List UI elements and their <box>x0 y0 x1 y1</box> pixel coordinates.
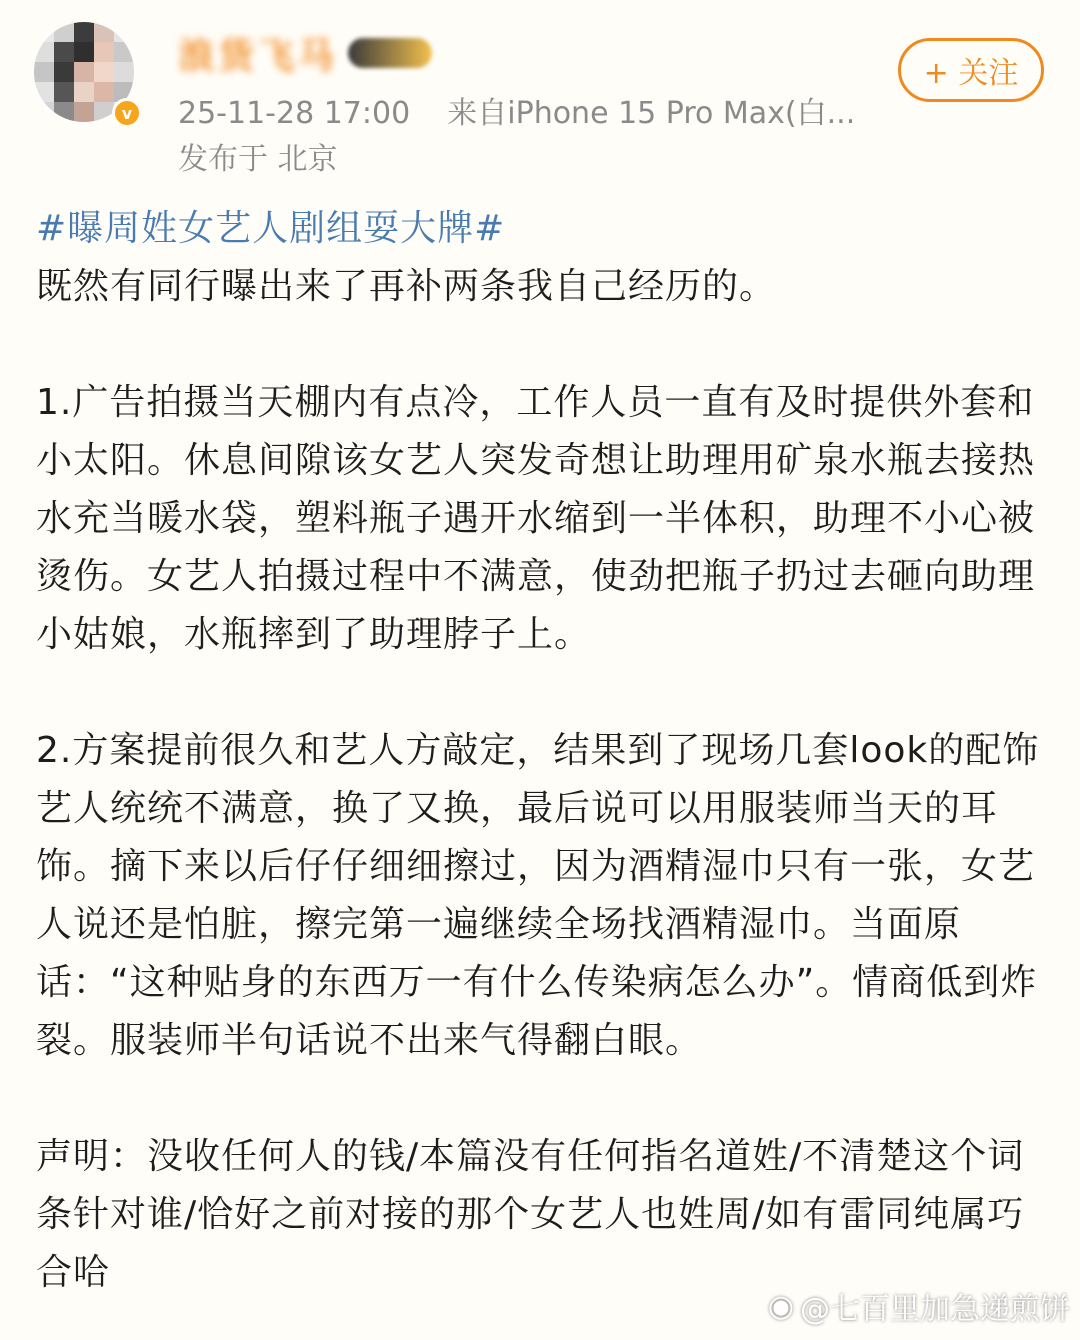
avatar[interactable] <box>34 22 134 122</box>
username-text: 浪货飞马 <box>178 35 339 77</box>
paragraph-gap <box>36 1070 1046 1128</box>
follow-button[interactable]: + 关注 <box>898 38 1044 102</box>
post-timestamp: 25-11-28 17:00 <box>178 96 411 131</box>
post-header <box>0 0 1080 180</box>
post-body <box>36 200 1046 1302</box>
post-location: 发布于 北京 <box>178 142 338 177</box>
verified-icon: v <box>112 98 142 128</box>
post-intro: 既然有同行曝出来了再补两条我自己经历的。 <box>36 266 777 307</box>
watermark-text: @七百里加急递煎饼 <box>800 1292 1070 1327</box>
username[interactable] <box>178 30 432 76</box>
weibo-logo-icon: ◉ <box>767 1288 794 1324</box>
vip-badge-icon <box>348 38 432 68</box>
post-item-2: 2.方案提前很久和艺人方敲定，结果到了现场几套look的配饰艺人统统不满意，换了又换，最后说可以用服装师当天的耳饰。摘下来以后仔仔细细擦过，因为酒精湿巾只有一张，女艺人说还是怕脏，擦完第一遍继续全场找酒精湿巾。当面原话：“这种贴身的东西万一有什么传染病怎么办”。情商低到炸裂。服装师半句话说不出来气得翻白眼。 <box>36 730 1040 1061</box>
paragraph-gap <box>36 664 1046 722</box>
post-source: 来自iPhone 15 Pro Max(白... <box>447 96 856 131</box>
paragraph-gap <box>36 316 1046 374</box>
watermark <box>768 1284 1070 1328</box>
post-meta <box>178 88 855 132</box>
hashtag-link[interactable]: #曝周姓女艺人剧组耍大牌# <box>36 208 506 249</box>
post-statement: 声明：没收任何人的钱/本篇没有任何指名道姓/不清楚这个词条针对谁/恰好之前对接的那个女艺人也姓周/如有雷同纯属巧合哈 <box>36 1136 1025 1293</box>
post-item-1: 1.广告拍摄当天棚内有点冷，工作人员一直有及时提供外套和小太阳。休息间隙该女艺人突发奇想让助理用矿泉水瓶去接热水充当暖水袋，塑料瓶子遇开水缩到一半体积，助理不小心被烫伤。女艺人拍摄过程中不满意，使劲把瓶子扔过去砸向助理小姑娘，水瓶摔到了助理脖子上。 <box>36 382 1036 655</box>
